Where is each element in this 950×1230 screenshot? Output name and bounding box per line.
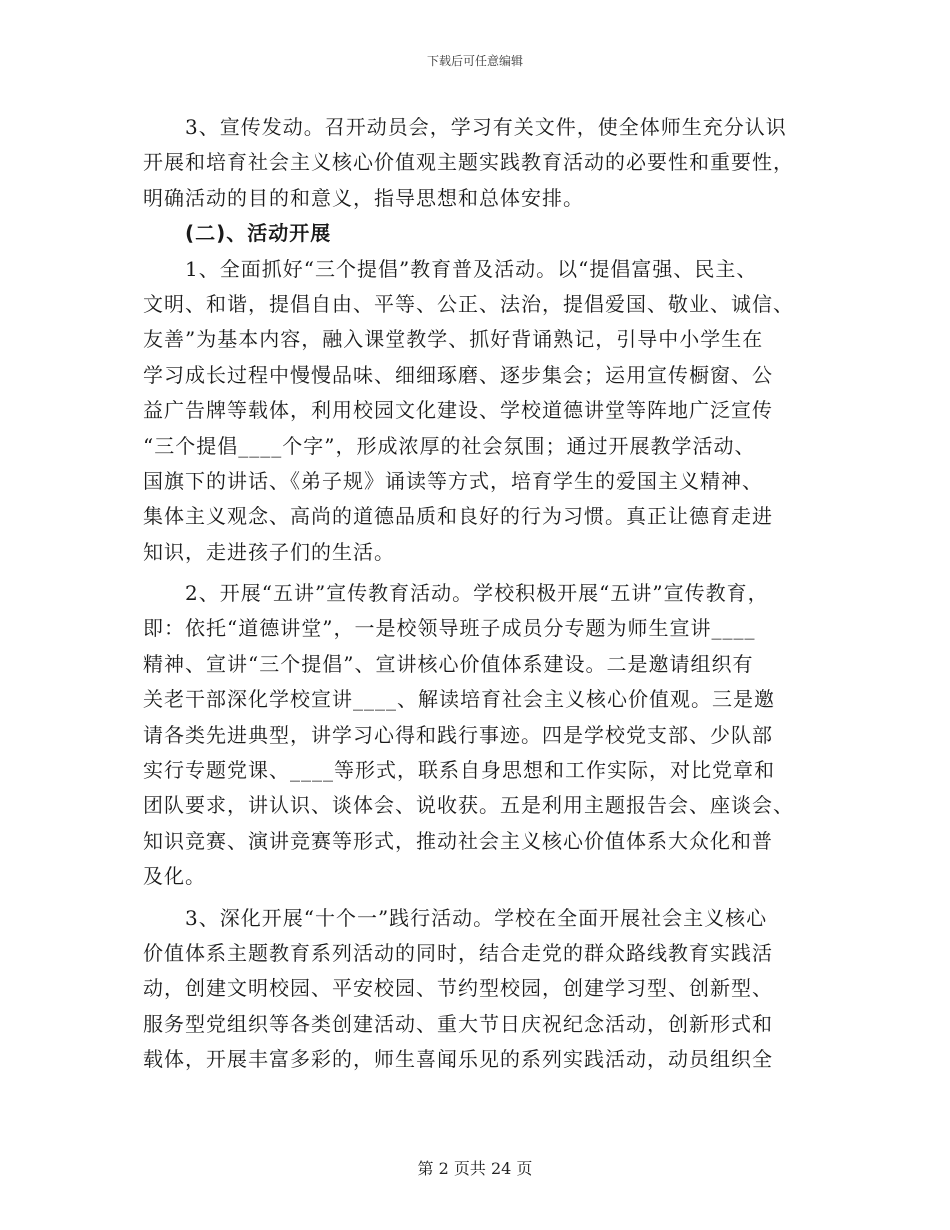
page-header: 下载后可任意编辑	[426, 54, 523, 68]
text-line: 集体主义观念、高尚的道德品质和良好的行为习惯。真正让德育走进	[143, 504, 773, 529]
text-line: 载体，开展丰富多彩的，师生喜闻乐见的系列实践活动，动员组织全	[143, 1047, 773, 1072]
paragraph-publicity	[143, 110, 815, 216]
document-body	[143, 110, 815, 1078]
text-line: 友善”为基本内容，融入课堂教学、抓好背诵熟记，引导中小学生在	[143, 327, 764, 352]
text-line: 知识竞赛、演讲竞赛等形式，推动社会主义核心价值体系大众化和普	[143, 828, 773, 853]
section-heading	[143, 216, 815, 251]
text-line: 价值体系主题教育系列活动的同时，结合走党的群众路线教育实践活	[143, 940, 773, 965]
text-line: 请各类先进典型，讲学习心得和践行事迹。四是学校党支部、少队部	[143, 722, 773, 747]
text-line: “三个提倡____个字”，形成浓厚的社会氛围；通过开展教学活动、	[143, 433, 756, 458]
paragraph-five-lectures	[143, 576, 815, 895]
text-line: 知识，走进孩子们的生活。	[143, 539, 395, 564]
text-line: 精神、宣讲“三个提倡”、宣讲核心价值体系建设。二是邀请组织有	[143, 651, 754, 676]
paragraph-three-advocates	[143, 252, 815, 571]
text-line: 明确活动的目的和意义，指导思想和总体安排。	[143, 185, 584, 210]
text-line: 及化。	[143, 864, 206, 889]
text-line: 团队要求，讲认识、谈体会、说收获。五是利用主题报告会、座谈会、	[143, 793, 794, 818]
text-line: 关老干部深化学校宣讲____、解读培育社会主义核心价值观。三是邀	[143, 687, 775, 712]
text-line: 国旗下的讲话、《弟子规》诵读等方式，培育学生的爱国主义精神、	[143, 468, 763, 493]
text-line: 服务型党组织等各类创建活动、重大节日庆祝纪念活动，创新形式和	[143, 1011, 773, 1036]
text-line: 2、开展“五讲”宣传教育活动。学校积极开展“五讲”宣传教育，	[185, 581, 769, 606]
text-line: 文明、和谐，提倡自由、平等、公正、法治，提倡爱国、敬业、诚信、	[143, 291, 794, 316]
heading-activity-launch: (二)、活动开展	[185, 221, 332, 246]
page-footer: 第 2 页共 24 页	[417, 1159, 533, 1178]
text-line: 动，创建文明校园、平安校园、节约型校园，创建学习型、创新型、	[143, 976, 773, 1001]
text-line: 3、深化开展“十个一”践行活动。学校在全面开展社会主义核心	[185, 905, 768, 930]
text-line: 开展和培育社会主义核心价值观主题实践教育活动的必要性和重要性，	[143, 150, 794, 175]
text-line: 益广告牌等载体，利用校园文化建设、学校道德讲堂等阵地广泛宣传	[143, 398, 773, 423]
paragraph-ten-ones	[143, 901, 815, 1078]
text-line: 3、宣传发动。召开动员会，学习有关文件，使全体师生充分认识	[185, 115, 787, 139]
text-line: 1、全面抓好“三个提倡”教育普及活动。以“提倡富强、民主、	[185, 256, 758, 281]
text-line: 学习成长过程中慢慢品味、细细琢磨、逐步集会；运用宣传橱窗、公	[143, 362, 773, 387]
text-line: 实行专题党课、____等形式，联系自身思想和工作实际，对比党章和	[143, 758, 775, 783]
text-line: 即：依托“道德讲堂”，一是校领导班子成员分专题为师生宣讲____	[143, 616, 756, 641]
